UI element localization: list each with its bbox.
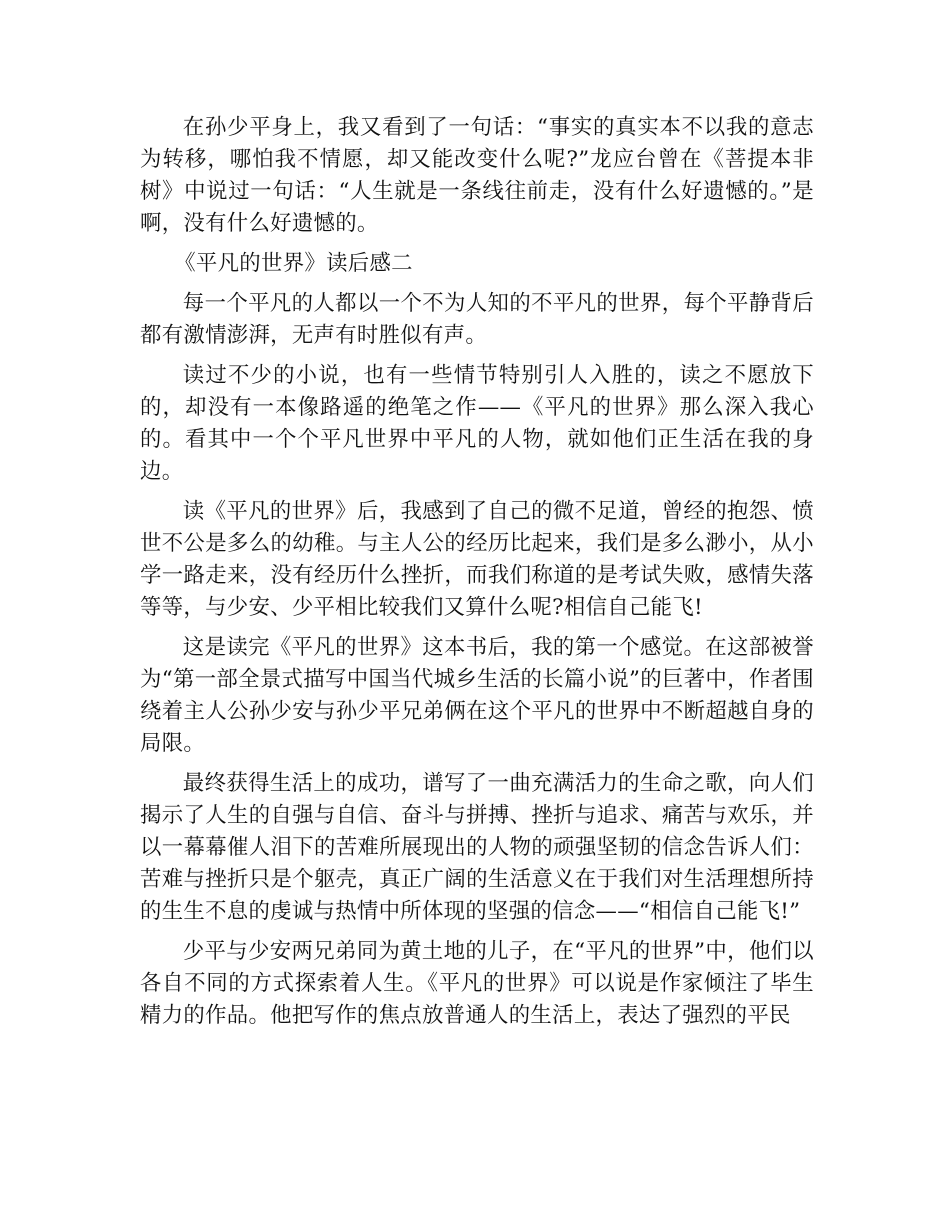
paragraph-feeling-small: 读《平凡的世界》后，我感到了自己的微不足道，曾经的抱怨、愤世不公是多么的幼稚。与主人公的经历比起来，我们是多么渺小，从小学一路走来，没有经历什么挫折，而我们称道的是考试失败，感情失落等等，与少安、少平相比较我们又算什么呢?相信自己能飞! — [140, 499, 814, 620]
paragraph-reading-novels: 读过不少的小说，也有一些情节特别引人入胜的，读之不愿放下的，却没有一本像路遥的绝笔之作——《平凡的世界》那么深入我心的。看其中一个个平凡世界中平凡的人物，就如他们正生活在我的身边。 — [140, 363, 814, 484]
section-heading: 《平凡的世界》读后感二 — [174, 251, 413, 276]
paragraph-final-success: 最终获得生活上的成功，谱写了一曲充满活力的生命之歌，向人们揭示了人生的自强与自信、奋斗与拼搏、挫折与追求、痛苦与欢乐，并以一幕幕催人泪下的苦难所展现出的人物的顽强坚韧的信念告诉人们：苦难与挫折只是个躯壳，真正广阔的生活意义在于我们对生活理想所持的生生不息的虔诚与热情中所体现的坚强的信念——“相信自己能飞!” — [140, 771, 814, 924]
document-body — [140, 112, 814, 1040]
paragraph-first-impression: 这是读完《平凡的世界》这本书后，我的第一个感觉。在这部被誉为“第一部全景式描写中国当代城乡生活的长篇小说”的巨著中，作者围绕着主人公孙少安与孙少平兄弟俩在这个平凡的世界中不断超越自身的局限。 — [140, 635, 814, 756]
paragraph-ordinary-people: 每一个平凡的人都以一个不为人知的不平凡的世界，每个平静背后都有激情澎湃，无声有时胜似有声。 — [140, 291, 814, 348]
paragraph-sun-shaoping-quote: 在孙少平身上，我又看到了一句话：“事实的真实本不以我的意志为转移，哪怕我不情愿，却又能改变什么呢?”龙应台曾在《菩提本非树》中说过一句话：“人生就是一条线往前走，没有什么好遗憾的。”是啊，没有什么好遗憾的。 — [140, 115, 814, 236]
paragraph-two-brothers: 少平与少安两兄弟同为黄土地的儿子，在“平凡的世界”中，他们以各自不同的方式探索着人生。《平凡的世界》可以说是作家倾注了毕生精力的作品。他把写作的焦点放普通人的生活上，表达了强烈的平民 — [140, 939, 814, 1028]
